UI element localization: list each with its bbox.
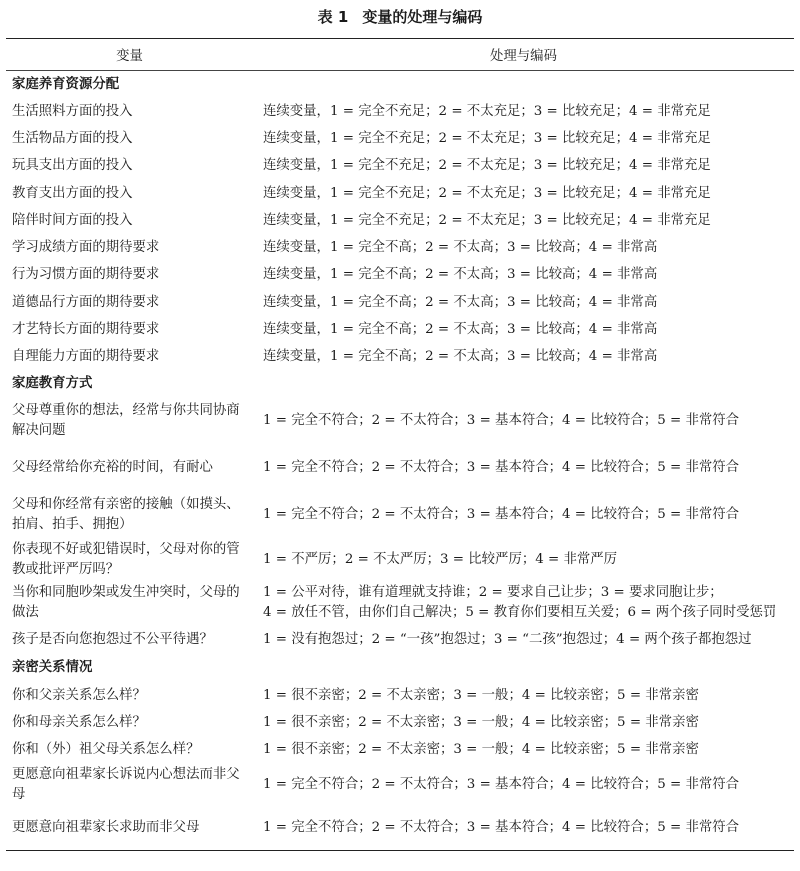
table-title: 变量的处理与编码 xyxy=(362,8,483,26)
coding-cell: 连续变量，1 = 完全不高；2 = 不太高；3 = 比较高；4 = 非常高 xyxy=(263,322,658,338)
variable-cell: 更愿意向祖辈家长诉说内心想法而非父母 xyxy=(12,767,240,803)
section-title: 亲密关系情况 xyxy=(12,660,93,676)
coding-cell: 1 = 很不亲密；2 = 不太亲密；3 = 一般；4 = 比较亲密；5 = 非常亲密 xyxy=(263,742,699,758)
coding-cell: 连续变量，1 = 完全不充足；2 = 不太充足；3 = 比较充足；4 = 非常充足 xyxy=(263,103,711,119)
table-number: 表 1 xyxy=(317,8,349,26)
coding-line: 4 = 放任不管，由你们自己解决；5 = 教育你们要相互关爱；6 = 两个孩子同时受惩罚 xyxy=(263,605,777,621)
variable-cell: 生活照料方面的投入 xyxy=(12,103,133,119)
section-row xyxy=(6,371,794,398)
table-row xyxy=(6,582,794,625)
coding-cell: 连续变量，1 = 完全不高；2 = 不太高；3 = 比较高；4 = 非常高 xyxy=(263,294,658,310)
variable-cell: 父母尊重你的想法，经常与你共同协商解决问题 xyxy=(12,403,240,439)
variable-cell: 教育支出方面的投入 xyxy=(12,185,133,201)
table-row xyxy=(6,682,794,709)
table-caption xyxy=(0,6,800,27)
coding-cell: 1 = 没有抱怨过；2 = “一孩”抱怨过；3 = “二孩”抱怨过；4 = 两个孩子都抱怨过 xyxy=(263,631,752,647)
table-row xyxy=(6,262,794,289)
table-row xyxy=(6,125,794,152)
coding-cell: 连续变量，1 = 完全不充足；2 = 不太充足；3 = 比较充足；4 = 非常充足 xyxy=(263,158,711,174)
coding-cell: 1 = 不严厉；2 = 不太严厉；3 = 比较严厉；4 = 非常严厉 xyxy=(263,552,618,568)
table-row xyxy=(6,398,794,445)
section-title: 家庭养育资源分配 xyxy=(12,76,120,92)
header-variable: 变量 xyxy=(6,39,253,71)
coding-cell: 连续变量，1 = 完全不充足；2 = 不太充足；3 = 比较充足；4 = 非常充足 xyxy=(263,212,711,228)
variable-cell: 生活物品方面的投入 xyxy=(12,130,133,146)
table-row xyxy=(6,445,794,492)
header-row xyxy=(6,39,794,71)
table-row xyxy=(6,153,794,180)
table-row xyxy=(6,316,794,343)
table-row xyxy=(6,207,794,234)
variable-cell: 父母经常给你充裕的时间，有耐心 xyxy=(12,460,213,476)
coding-cell: 1 = 完全不符合；2 = 不太符合；3 = 基本符合；4 = 比较符合；5 = 非常符合 xyxy=(263,507,740,523)
coding-table xyxy=(6,38,794,851)
table-row xyxy=(6,289,794,316)
table-row xyxy=(6,344,794,371)
variable-cell: 才艺特长方面的期待要求 xyxy=(12,322,160,338)
coding-cell: 连续变量，1 = 完全不高；2 = 不太高；3 = 比较高；4 = 非常高 xyxy=(263,240,658,256)
variable-cell: 你和母亲关系怎么样？ xyxy=(12,714,146,730)
table-row xyxy=(6,180,794,207)
table-row xyxy=(6,98,794,125)
coding-cell: 连续变量，1 = 完全不高；2 = 不太高；3 = 比较高；4 = 非常高 xyxy=(263,267,658,283)
header-coding: 处理与编码 xyxy=(253,39,794,71)
coding-line: 1 = 公平对待，谁有道理就支持谁；2 = 要求自己让步；3 = 要求同胞让步； xyxy=(263,585,723,601)
coding-cell: 连续变量，1 = 完全不充足；2 = 不太充足；3 = 比较充足；4 = 非常充足 xyxy=(263,185,711,201)
coding-cell: 1 = 完全不符合；2 = 不太符合；3 = 基本符合；4 = 比较符合；5 = 非常符合 xyxy=(263,777,740,793)
variable-cell: 玩具支出方面的投入 xyxy=(12,158,133,174)
coding-cell: 1 = 完全不符合；2 = 不太符合；3 = 基本符合；4 = 比较符合；5 = 非常符合 xyxy=(253,807,794,851)
coding-cell: 1 = 完全不符合；2 = 不太符合；3 = 基本符合；4 = 比较符合；5 = 非常符合 xyxy=(263,460,740,476)
variable-cell: 你和父亲关系怎么样？ xyxy=(12,687,146,703)
table-row xyxy=(6,737,794,764)
coding-cell: 连续变量，1 = 完全不充足；2 = 不太充足；3 = 比较充足；4 = 非常充足 xyxy=(263,130,711,146)
variable-cell: 行为习惯方面的期待要求 xyxy=(12,267,160,283)
variable-cell: 自理能力方面的期待要求 xyxy=(12,349,160,365)
variable-cell: 孩子是否向您抱怨过不公平待遇？ xyxy=(12,631,213,647)
variable-cell: 父母和你经常有亲密的接触（如摸头、拍肩、拍手、拥抱） xyxy=(12,497,240,533)
table-row xyxy=(6,234,794,261)
variable-cell: 陪伴时间方面的投入 xyxy=(12,212,133,228)
table-row xyxy=(6,764,794,807)
variable-cell: 道德品行方面的期待要求 xyxy=(12,294,160,310)
variable-cell: 当你和同胞吵架或发生冲突时，父母的做法 xyxy=(12,585,240,621)
coding-cell: 1 = 完全不符合；2 = 不太符合；3 = 基本符合；4 = 比较符合；5 = 非常符合 xyxy=(263,413,740,429)
coding-cell: 连续变量，1 = 完全不高；2 = 不太高；3 = 比较高；4 = 非常高 xyxy=(263,349,658,365)
table-row xyxy=(6,709,794,736)
variable-cell: 更愿意向祖辈家长求助而非父母 xyxy=(6,807,253,851)
table-row xyxy=(6,492,794,539)
coding-cell: 1 = 很不亲密；2 = 不太亲密；3 = 一般；4 = 比较亲密；5 = 非常亲密 xyxy=(263,714,699,730)
variable-cell: 你表现不好或犯错误时，父母对你的管教或批评严厉吗？ xyxy=(12,542,240,578)
variable-cell: 你和（外）祖父母关系怎么样？ xyxy=(12,742,200,758)
table-row xyxy=(6,625,794,655)
coding-cell: 1 = 很不亲密；2 = 不太亲密；3 = 一般；4 = 比较亲密；5 = 非常亲密 xyxy=(263,687,699,703)
table-row xyxy=(6,539,794,582)
section-title: 家庭教育方式 xyxy=(12,376,93,392)
coding-cell xyxy=(253,582,794,625)
section-row xyxy=(6,655,794,682)
variable-cell: 学习成绩方面的期待要求 xyxy=(12,240,160,256)
table-row xyxy=(6,807,794,851)
section-row xyxy=(6,71,794,99)
